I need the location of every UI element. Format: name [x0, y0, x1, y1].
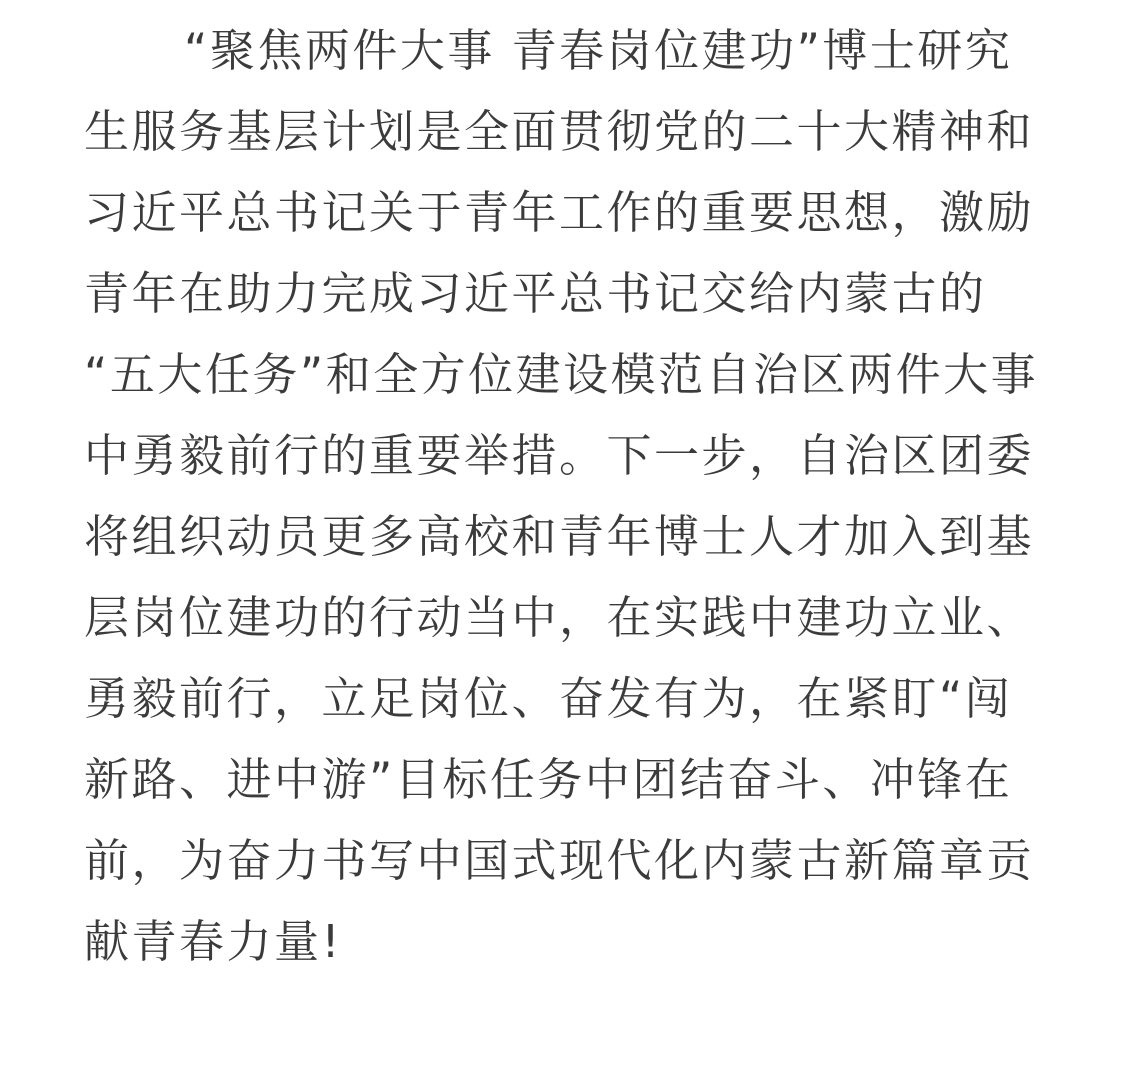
- paragraph-line: 青年在助力完成习近平总书记交给内蒙古的: [84, 267, 987, 320]
- paragraph-line: 习近平总书记关于青年工作的重要思想，激励: [84, 186, 1035, 239]
- paragraph-line: “五大任务”和全方位建设模范自治区两件大事: [84, 348, 1039, 401]
- paragraph-line: “聚焦两件大事 青春岗位建功”博士研究: [184, 24, 1013, 77]
- paragraph-line: 献青春力量!: [84, 915, 343, 968]
- article-paragraph: [84, 10, 1084, 982]
- paragraph-line: 将组织动员更多高校和青年博士人才加入到基: [84, 510, 1035, 563]
- paragraph-line: 中勇毅前行的重要举措。下一步，自治区团委: [84, 429, 1035, 482]
- paragraph-line: 生服务基层计划是全面贯彻党的二十大精神和: [84, 105, 1035, 158]
- paragraph-line: 新路、进中游”目标任务中团结奋斗、冲锋在: [84, 753, 1013, 806]
- paragraph-line: 勇毅前行，立足岗位、奋发有为，在紧盯“闯: [84, 672, 1013, 725]
- paragraph-line: 层岗位建功的行动当中，在实践中建功立业、: [84, 591, 1035, 644]
- paragraph-line: 前，为奋力书写中国式现代化内蒙古新篇章贡: [84, 834, 1035, 887]
